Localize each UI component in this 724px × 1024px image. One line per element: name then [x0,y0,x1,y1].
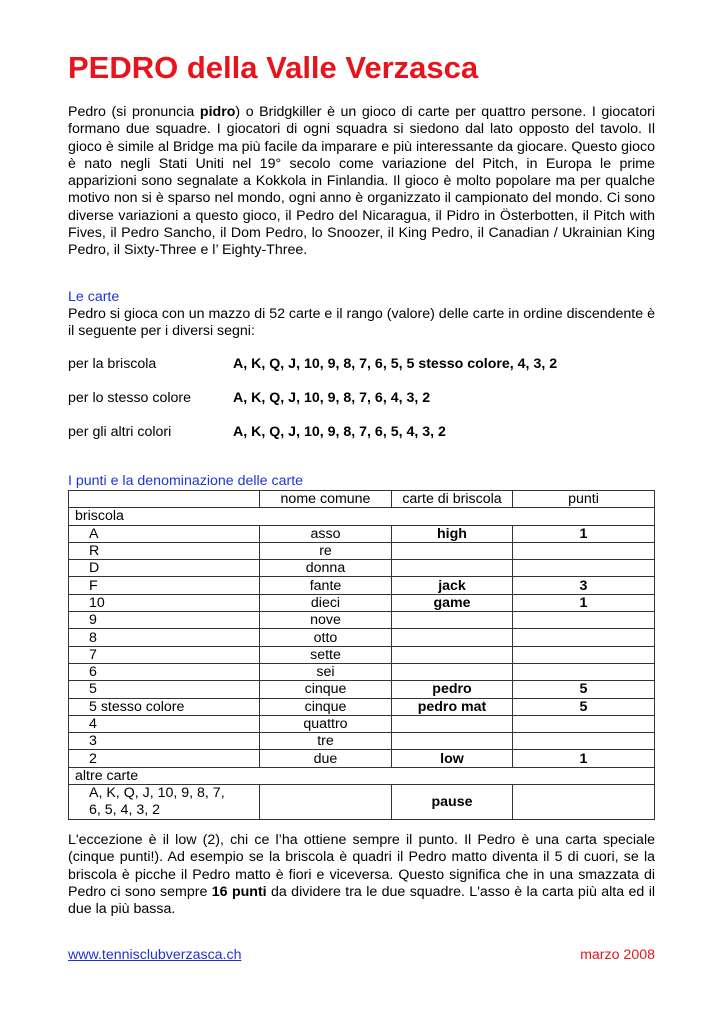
table-cell: sei [260,663,392,680]
table-header-row [69,491,655,508]
table-cell: asso [260,525,392,542]
cards-paragraph: Pedro si gioca con un mazzo di 52 carte e il rango (valore) delle carte in ordine discendente è il seguente per i diversi segni: [68,306,655,340]
table-cell: pedro [392,681,513,698]
table-row [69,560,655,577]
table-cell: 5 [513,698,655,715]
table-cell: cinque [260,698,392,715]
header-cell [69,491,260,508]
table-cell [513,663,655,680]
table-cell: otto [260,629,392,646]
card-rows [69,525,655,767]
cards-heading: Le carte [68,289,120,305]
table-group-row [69,508,655,525]
table-cell: pedro mat [392,698,513,715]
table-cell: pause [392,785,513,820]
cell-line: A, K, Q, J, 10, 9, 8, 7, [89,785,225,802]
table-cell [513,715,655,732]
footer-website-link[interactable]: www.tennisclubverzasca.ch [68,947,242,963]
table-cell [392,629,513,646]
ranking-label: per la briscola [68,356,157,372]
ranking-label: per gli altri colori [68,424,172,440]
table-cell: A [69,525,260,542]
footer-date: marzo 2008 [580,947,655,963]
header-cell: punti [513,491,655,508]
table-cell [513,560,655,577]
table-cell: cinque [260,681,392,698]
header-cell: nome comune [260,491,392,508]
table-cell: low [392,750,513,767]
table-row [69,612,655,629]
table-cell: jack [392,577,513,594]
closing-text-2: da dividere tra le due squadre. L'asso è la carta più alta ed il due la più bassa. [68,883,655,918]
table-cell [392,560,513,577]
table-cell: 5 [69,681,260,698]
table-row [69,629,655,646]
ranking-value: A, K, Q, J, 10, 9, 8, 7, 6, 5, 5 stesso colore, 4, 3, 2 [233,356,558,372]
table-row [69,698,655,715]
table-cell [513,646,655,663]
group-label: briscola [69,508,655,525]
table-row [69,785,655,820]
table-cell: dieci [260,594,392,611]
ranking-label: per lo stesso colore [68,390,192,406]
table-cell: 2 [69,750,260,767]
closing-paragraph [68,832,655,918]
table-row [69,663,655,680]
ranking-value: A, K, Q, J, 10, 9, 8, 7, 6, 5, 4, 3, 2 [233,424,446,440]
table-cell [392,663,513,680]
closing-bold: 16 punti [211,883,267,900]
table-cell [392,715,513,732]
table-cell: 1 [513,525,655,542]
intro-paragraph [68,104,655,260]
table-cell: D [69,560,260,577]
table-cell [392,646,513,663]
intro-text-2: ) o Bridgkiller è un gioco di carte per quattro persone. I giocatori formano due squadre. I giocatori di ogni squadra si siedono dal lato opposto del tavolo. Il gioco è simile al Bridge ma più facile da imparare e più interessante da giocare. Questo gioco è nato negli Stati Uniti nel 19° secolo come variazione del Pitch, in Europa le prime apparizioni sono segnalate a Kokkola in Finlandia. Il gioco è molto popolare ma per qualche motivo non si è sparso nel mondo, ogni anno è organizzato il campionato del mondo. Ci sono diverse variazioni a questo gioco, il Pedro del Nicaragua, il Pidro in Österbotten, il Pitch with Fives, il Pedro Sancho, il Dom Pedro, lo Snoozer, il King Pedro, il Canadian / Ukrainian King Pedro, il Sixty-Three e l’ Eighty-Three. [68,104,656,259]
table-cell: 10 [69,594,260,611]
closing-text-1: L'eccezione è il low (2), chi ce l’ha ottiene sempre il punto. Il Pedro è una carta speciale (cinque punti!). Ad esempio se la briscola è quadri il Pedro matto diventa il 5 di cuori, se la briscola è picche il Pedro matto è fiori e viceversa. Questo significa che in una smazzata di Pedro ci sono sempre [68,832,655,900]
table-cell: 3 [513,577,655,594]
table-cell: sette [260,646,392,663]
table-cell: fante [260,577,392,594]
table-cell [392,612,513,629]
table-cell: quattro [260,715,392,732]
table-cell: 7 [69,646,260,663]
table-cell: game [392,594,513,611]
table-cell: re [260,542,392,559]
table-cell [513,612,655,629]
table-cell: nove [260,612,392,629]
table-row [69,646,655,663]
header-cell: carte di briscola [392,491,513,508]
table-cell: F [69,577,260,594]
table-cell: R [69,542,260,559]
table-row [69,681,655,698]
points-table [68,490,655,820]
table-cell: 5 [513,681,655,698]
table-cell [513,629,655,646]
table-cell [69,785,260,820]
table-row [69,594,655,611]
page-title: PEDRO della Valle Verzasca [68,50,479,85]
table-cell [513,733,655,750]
table-cell [392,733,513,750]
table-cell: 1 [513,594,655,611]
table-row [69,577,655,594]
table-cell: 5 stesso colore [69,698,260,715]
table-cell: tre [260,733,392,750]
table-row [69,542,655,559]
table-row [69,750,655,767]
table-cell: 8 [69,629,260,646]
table-cell: high [392,525,513,542]
table-cell: 9 [69,612,260,629]
intro-text-1: Pedro (si pronuncia [68,104,200,120]
table-cell [260,785,392,820]
ranking-value: A, K, Q, J, 10, 9, 8, 7, 6, 4, 3, 2 [233,390,431,406]
table-cell: 4 [69,715,260,732]
points-heading: I punti e la denominazione delle carte [68,473,304,489]
intro-bold: pidro [199,104,236,120]
table-cell [392,542,513,559]
group-label: altre carte [69,767,655,784]
cell-line: 6, 5, 4, 3, 2 [89,802,160,819]
table-cell [513,785,655,820]
table-cell: 3 [69,733,260,750]
table-cell: donna [260,560,392,577]
table-cell: due [260,750,392,767]
table-cell: 6 [69,663,260,680]
table-cell [513,542,655,559]
table-row [69,715,655,732]
table-row [69,733,655,750]
table-cell: 1 [513,750,655,767]
table-row [69,525,655,542]
table-group-row [69,767,655,784]
